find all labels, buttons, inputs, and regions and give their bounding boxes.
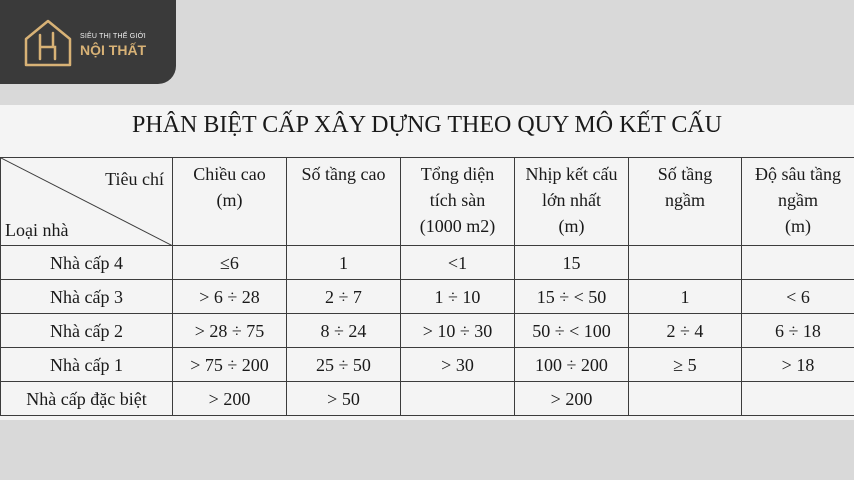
table-cell: ≤6 <box>173 246 287 280</box>
header-line: ngầm <box>665 190 705 210</box>
table-cell: 50 ÷ < 100 <box>515 314 629 348</box>
header-line: lớn nhất <box>541 190 601 210</box>
table-cell: > 50 <box>287 382 401 416</box>
table-cell: 2 ÷ 4 <box>629 314 742 348</box>
header-line: Chiều cao <box>193 164 266 184</box>
column-header-height <box>173 158 287 246</box>
column-header-basements <box>629 158 742 246</box>
header-line: (m) <box>558 216 585 236</box>
table-cell: 1 <box>629 280 742 314</box>
table-cell: > 200 <box>515 382 629 416</box>
row-label: Nhà cấp 3 <box>1 280 173 314</box>
row-label: Nhà cấp 4 <box>1 246 173 280</box>
column-header-span <box>515 158 629 246</box>
row-label: Nhà cấp 1 <box>1 348 173 382</box>
table-cell: 1 ÷ 10 <box>401 280 515 314</box>
table-row <box>1 280 854 314</box>
row-label: Nhà cấp đặc biệt <box>1 382 173 416</box>
logo-tagline: SIÊU THỊ THẾ GIỚI <box>80 33 146 40</box>
table-cell: 8 ÷ 24 <box>287 314 401 348</box>
column-header-floor-area <box>401 158 515 246</box>
column-header-floors <box>287 158 401 246</box>
header-line: Nhịp kết cấu <box>525 164 618 184</box>
table-row <box>1 314 854 348</box>
header-line: Số tầng cao <box>301 164 386 184</box>
table-cell: > 200 <box>173 382 287 416</box>
header-line: Số tầng <box>657 164 713 184</box>
table-cell: 15 <box>515 246 629 280</box>
corner-header-cell <box>1 158 173 246</box>
table-row <box>1 382 854 416</box>
table-cell: 100 ÷ 200 <box>515 348 629 382</box>
table-cell: > 18 <box>742 348 854 382</box>
table-cell: 6 ÷ 18 <box>742 314 854 348</box>
header-line: (1000 m2) <box>419 216 496 236</box>
table-cell: 25 ÷ 50 <box>287 348 401 382</box>
table-cell: 1 <box>287 246 401 280</box>
header-line: (m) <box>216 190 243 210</box>
table-cell: > 10 ÷ 30 <box>401 314 515 348</box>
row-label: Nhà cấp 2 <box>1 314 173 348</box>
table-cell <box>629 382 742 416</box>
table-cell: 2 ÷ 7 <box>287 280 401 314</box>
table-cell <box>742 382 854 416</box>
table-cell <box>742 246 854 280</box>
header-line: (m) <box>785 216 811 236</box>
table-cell: 15 ÷ < 50 <box>515 280 629 314</box>
column-header-basement-depth <box>742 158 854 246</box>
header-line: ngầm <box>778 190 818 210</box>
table-header-row <box>1 158 854 246</box>
table-cell <box>629 246 742 280</box>
table-cell: > 6 ÷ 28 <box>173 280 287 314</box>
header-line: Độ sâu tầng <box>755 164 841 184</box>
table-cell: > 75 ÷ 200 <box>173 348 287 382</box>
table-row <box>1 348 854 382</box>
logo-name: NỘI THẤT <box>80 42 147 58</box>
criteria-label: Tiêu chí <box>105 169 164 189</box>
page-title: PHÂN BIỆT CẤP XÂY DỰNG THEO QUY MÔ KẾT CẤU <box>132 112 722 138</box>
table-row <box>1 246 854 280</box>
table-cell: <1 <box>401 246 515 280</box>
table-cell: > 30 <box>401 348 515 382</box>
brand-logo <box>0 0 176 84</box>
table-cell: < 6 <box>742 280 854 314</box>
table-cell: > 28 ÷ 75 <box>173 314 287 348</box>
construction-grade-table <box>0 157 854 416</box>
house-type-label: Loại nhà <box>5 220 69 240</box>
header-line: tích sàn <box>429 190 486 210</box>
table-cell <box>401 382 515 416</box>
house-chair-logo-icon <box>22 17 74 69</box>
header-line: Tổng diện <box>420 164 495 184</box>
table-cell: ≥ 5 <box>629 348 742 382</box>
